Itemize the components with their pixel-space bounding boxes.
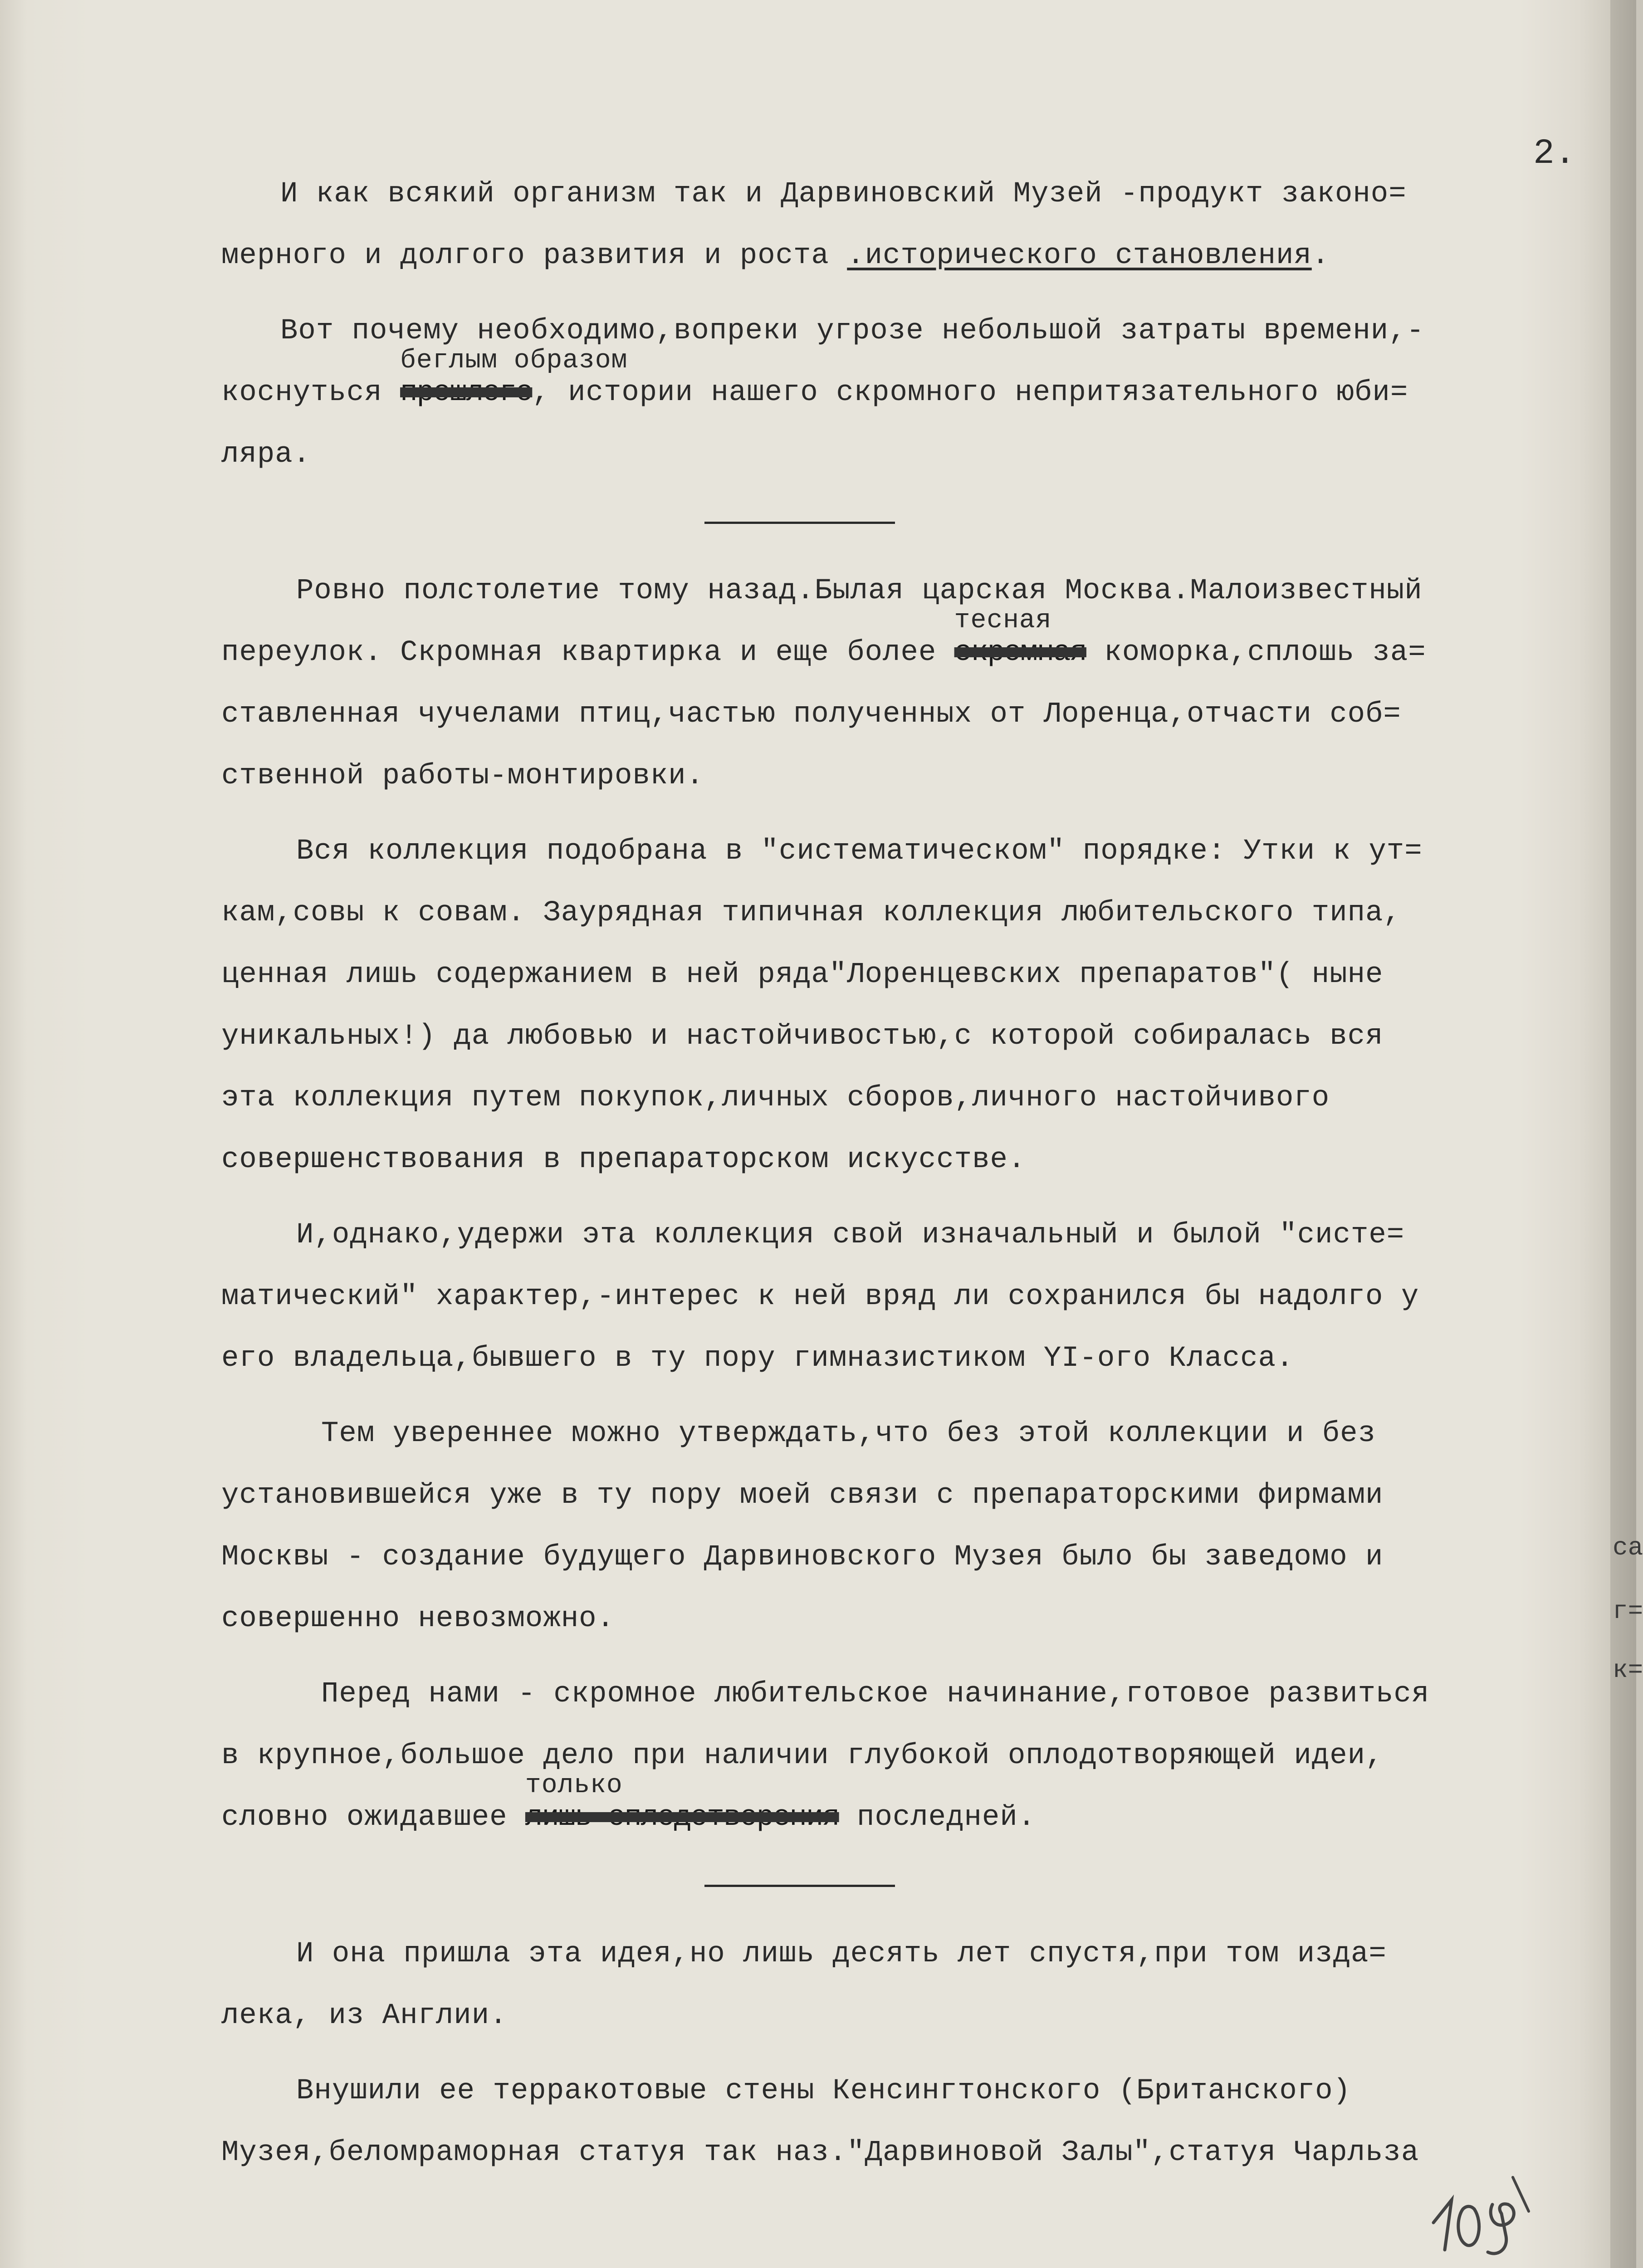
paragraph-2-end xyxy=(221,424,1578,485)
text-line-row xyxy=(221,1588,1578,1650)
text-line: . xyxy=(1311,240,1330,272)
text-line-row xyxy=(221,745,1578,807)
text-line-row xyxy=(221,1067,1578,1129)
text-line: Перед нами - скромное любительское начинание,готовое развиться xyxy=(321,1678,1430,1711)
page-edge xyxy=(1610,0,1636,2268)
paragraph-3 xyxy=(221,560,1578,622)
text-line: Ровно полстолетие тому назад.Былая царская Москва.Малоизвестный xyxy=(296,575,1423,607)
text-line: ценная лишь содержанием в ней ряда"Лоренцевских препаратов"( ныне xyxy=(221,958,1384,991)
typewritten-text xyxy=(221,163,1578,2184)
text-line: И она пришла эта идея,но лишь десять лет спустя,при том изда= xyxy=(296,1938,1387,1970)
text-line: коморка,сплошь за= xyxy=(1086,636,1426,669)
text-line: словно ожидавшее xyxy=(221,1801,525,1834)
text-line-row xyxy=(221,1328,1578,1389)
text-line: , истории нашего скромного непритязательного юби= xyxy=(532,376,1408,409)
text-line: уникальных!) да любовью и настойчивостью,с которой собиралась вся xyxy=(221,1020,1384,1053)
text-line: ляра. xyxy=(221,438,311,471)
inserted-word: только xyxy=(525,1771,623,1800)
paragraph-1 xyxy=(221,163,1578,225)
margin-fragment: г= xyxy=(1613,1597,1643,1626)
paragraph-6 xyxy=(221,1403,1578,1465)
struck-word: прошлого xyxy=(400,376,533,409)
text-line-row xyxy=(221,1526,1578,1588)
page-number: 2. xyxy=(1533,134,1576,174)
text-line-row xyxy=(221,882,1578,944)
text-line: лека, из Англии. xyxy=(221,1999,508,2032)
text-line: эта коллекция путем покупок,личных сборов,личного настойчивого xyxy=(221,1082,1330,1114)
text-line-row xyxy=(221,1266,1578,1328)
text-line: кам,совы к совам. Заурядная типичная коллекция любительского типа, xyxy=(221,897,1401,929)
inserted-word: беглым образом xyxy=(400,346,628,376)
text-line: Вся коллекция подобрана в "систематическом" порядке: Утки к ут= xyxy=(296,835,1423,868)
struck-word: лишь оплодотворения xyxy=(525,1801,839,1834)
text-line: Москвы - создание будущего Дарвиновского Музея было бы заведомо и xyxy=(221,1541,1384,1574)
section-divider xyxy=(704,522,895,524)
paragraph-4 xyxy=(221,821,1578,882)
paragraph-7-end xyxy=(221,1771,1578,1848)
text-line-row xyxy=(221,1465,1578,1526)
text-line-row xyxy=(221,1725,1578,1787)
paragraph-5 xyxy=(221,1204,1578,1266)
text-line-row xyxy=(221,1006,1578,1067)
correction xyxy=(525,1771,839,1848)
underlined-phrase: .исторического становления xyxy=(847,240,1312,272)
paragraph-3-cont xyxy=(221,606,1578,684)
text-line: ставленная чучелами птиц,частью полученных от Лоренца,отчасти соб= xyxy=(221,698,1401,731)
text-line: ственной работы-монтировки. xyxy=(221,760,704,792)
text-line: совершенствования в препараторском искусстве. xyxy=(221,1144,1026,1176)
section-divider xyxy=(704,1885,895,1887)
paragraph-9 xyxy=(221,2060,1578,2122)
paragraph-1-cont xyxy=(221,225,1578,287)
text-line: И как всякий организм так и Дарвиновский Музей -продукт законо= xyxy=(280,178,1407,210)
text-line: коснуться xyxy=(221,376,401,409)
correction xyxy=(400,346,628,424)
text-line: переулок. Скромная квартирка и еще более xyxy=(221,636,954,669)
correction xyxy=(954,606,1086,684)
text-line-row xyxy=(221,1129,1578,1191)
text-line: Тем увереннее можно утверждать,что без этой коллекции и без xyxy=(321,1418,1376,1450)
text-line-row xyxy=(221,2122,1578,2184)
text-line: И,однако,удержи эта коллекция свой изначальный и былой "систе= xyxy=(296,1219,1405,1251)
handwritten-folio-number xyxy=(1424,2168,1551,2259)
paragraph-7 xyxy=(221,1663,1578,1725)
text-line: мерного и долгого развития и роста xyxy=(221,240,847,272)
text-line: последней. xyxy=(839,1801,1036,1834)
text-line-row xyxy=(221,684,1578,745)
text-line: Вот почему необходимо,вопреки угрозе небольшой затраты времени,- xyxy=(280,315,1424,347)
struck-word: скромная xyxy=(954,636,1086,669)
inserted-word: тесная xyxy=(954,606,1052,635)
text-line-row xyxy=(221,944,1578,1006)
text-line: совершенно невозможно. xyxy=(221,1603,615,1635)
paragraph-8 xyxy=(221,1923,1578,1985)
text-line: матический" характер,-интерес к ней вряд ли сохранился бы надолго у xyxy=(221,1281,1419,1313)
text-line: установившейся уже в ту пору моей связи с препараторскими фирмами xyxy=(221,1479,1384,1512)
text-line: в крупное,большое дело при наличии глубокой оплодотворяющей идеи, xyxy=(221,1740,1384,1772)
margin-fragment: к= xyxy=(1613,1656,1643,1685)
text-line: его владельца,бывшего в ту пору гимназистиком YI-ого Класса. xyxy=(221,1342,1294,1375)
paragraph-2-cont xyxy=(221,346,1578,424)
margin-fragment: са xyxy=(1613,1533,1643,1562)
text-line-row xyxy=(221,1985,1578,2047)
text-line: Внушили ее терракотовые стены Кенсингтонского (Британского) xyxy=(296,2075,1351,2107)
text-line: Музея,беломраморная статуя так наз."Дарвиновой Залы",статуя Чарльза xyxy=(221,2136,1419,2169)
